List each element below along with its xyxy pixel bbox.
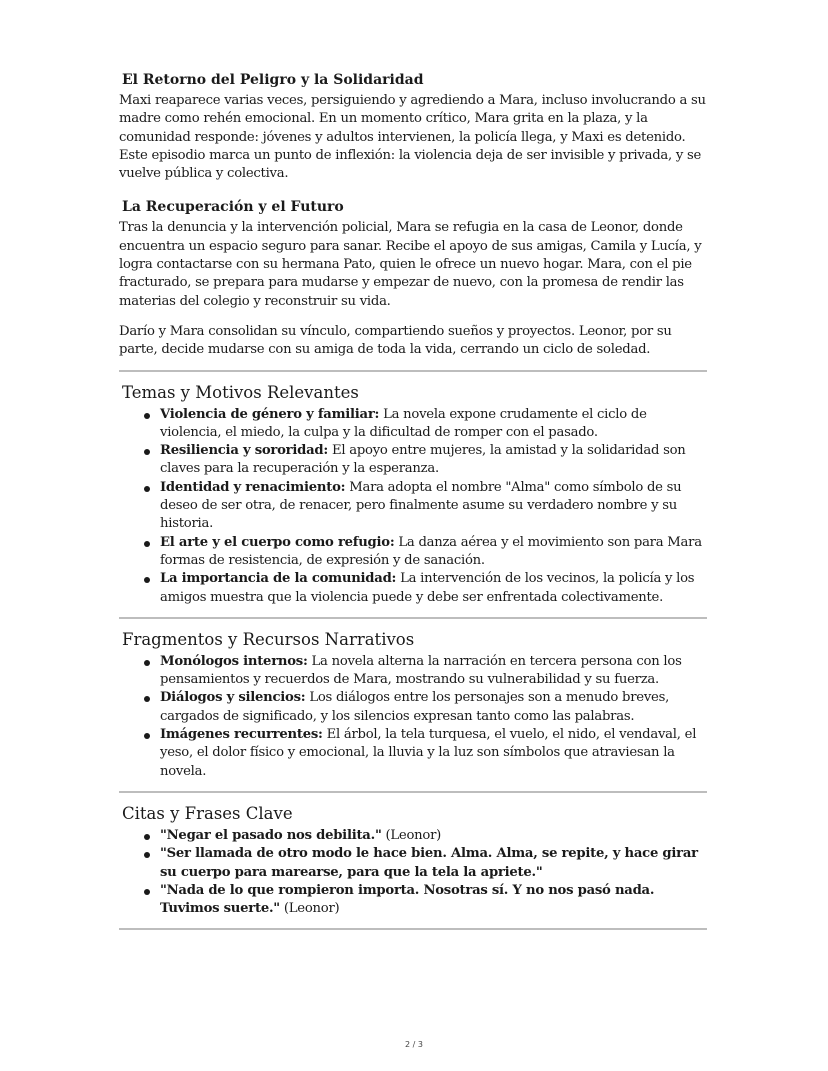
list-item-text: La intervención de los vecinos, la policía y los amigos muestra que la violencia puede y debe ser enfrentada colectivamente. xyxy=(160,571,695,605)
list-item-label: Identidad y renacimiento: xyxy=(160,479,346,495)
bullet-icon xyxy=(144,660,150,666)
list-item-text: La danza aérea y el movimiento son para Mara formas de resistencia, de expresión y de sanación. xyxy=(160,534,702,568)
bullet-icon xyxy=(144,541,150,547)
divider xyxy=(119,791,707,793)
section-paragraph-recuperacion-2: Darío y Mara consolidan su vínculo, compartiendo sueños y proyectos. Leonor, por su parte, decide mudarse con su amiga de toda la vida, cerrando un ciclo de soledad. xyxy=(119,323,672,358)
divider xyxy=(119,617,707,619)
list-item xyxy=(160,845,709,882)
list-item xyxy=(160,442,709,479)
list-item-label: La importancia de la comunidad: xyxy=(160,571,397,587)
citas-list xyxy=(119,827,709,918)
bullet-icon xyxy=(144,834,150,840)
section-heading-citas: Citas y Frases Clave xyxy=(122,803,293,823)
list-item-label: Resiliencia y sororidad: xyxy=(160,443,328,459)
list-item xyxy=(160,689,709,726)
list-item xyxy=(160,570,709,607)
list-item xyxy=(160,534,709,571)
quote-text: "Negar el pasado nos debilita." xyxy=(160,827,382,843)
page-number: 2 / 3 xyxy=(405,1040,423,1049)
quote-attribution: (Leonor) xyxy=(381,827,442,843)
section-heading-peligro: El Retorno del Peligro y la Solidaridad xyxy=(122,72,424,88)
section-heading-temas: Temas y Motivos Relevantes xyxy=(122,382,359,402)
section-heading-recuperacion: La Recuperación y el Futuro xyxy=(122,199,344,216)
list-item xyxy=(160,882,709,919)
quote-attribution: (Leonor) xyxy=(279,901,340,917)
temas-list xyxy=(119,406,709,607)
list-item-text: La novela alterna la narración en tercera persona con los pensamientos y recuerdos de Mara, mostrando su vulnerabilidad y su fuerza. xyxy=(160,653,682,688)
section-heading-fragmentos: Fragmentos y Recursos Narrativos xyxy=(122,629,415,649)
section-paragraph-peligro: Maxi reaparece varias veces, persiguiendo y agrediendo a Mara, incluso involucrando a su madre como rehén emocional. En un momento crítico, Mara grita en la plaza, y la comunidad responde: jóvenes y adultos intervienen, la policía llega, y Maxi es detenido. Este episodio marca un punto de inflexión: la violencia deja de ser invisible y privada, y se vuelve pública y colectiva. xyxy=(119,93,706,182)
bullet-icon xyxy=(144,889,150,895)
list-item-label: Diálogos y silencios: xyxy=(160,690,306,706)
list-item-label: Imágenes recurrentes: xyxy=(160,727,323,743)
list-item xyxy=(160,726,709,781)
bullet-icon xyxy=(144,577,150,583)
list-item-text: El árbol, la tela turquesa, el vuelo, el nido, el vendaval, el yeso, el dolor físico y emocional, la lluvia y la luz son símbolos que atraviesan la novela. xyxy=(160,727,697,779)
bullet-icon xyxy=(144,852,150,858)
list-item xyxy=(160,653,709,690)
quote-text: "Ser llamada de otro modo le hace bien. Alma. Alma, se repite, y hace girar su cuerpo para marearse, para que la tela la apriete." xyxy=(160,846,698,880)
divider xyxy=(119,928,707,930)
bullet-icon xyxy=(144,486,150,492)
list-item xyxy=(160,479,709,534)
list-item-label: Violencia de género y familiar: xyxy=(160,406,380,422)
bullet-icon xyxy=(144,733,150,739)
section-paragraph-recuperacion-1: Tras la denuncia y la intervención policial, Mara se refugia en la casa de Leonor, donde encuentra un espacio seguro para sanar. Recibe el apoyo de sus amigas, Camila y Lucía, y logra contactarse con su hermana Pato, quien le ofrece un nuevo hogar. Mara, con el pie fracturado, se prepara para mudarse y empezar de nuevo, con la promesa de rendir las materias del colegio y reconstruir su vida. xyxy=(119,220,702,309)
divider xyxy=(119,370,707,372)
list-item-label: Monólogos internos: xyxy=(160,653,308,669)
bullet-icon xyxy=(144,413,150,419)
list-item xyxy=(160,827,709,845)
list-item-text: La novela expone crudamente el ciclo de violencia, el miedo, la culpa y la dificultad de romper con el pasado. xyxy=(160,406,647,440)
bullet-icon xyxy=(144,696,150,702)
list-item-label: El arte y el cuerpo como refugio: xyxy=(160,534,395,550)
bullet-icon xyxy=(144,449,150,455)
list-item-text: Mara adopta el nombre "Alma" como símbolo de su deseo de ser otra, de renacer, pero finalmente asume su verdadero nombre y su historia. xyxy=(160,479,682,532)
quote-text: "Nada de lo que rompieron importa. Nosotras sí. Y no nos pasó nada. Tuvimos suerte." xyxy=(160,882,655,917)
fragmentos-list xyxy=(119,653,709,781)
list-item-text: Los diálogos entre los personajes son a menudo breves, cargados de significado, y los silencios expresan tanto como las palabras. xyxy=(160,690,670,724)
document-page xyxy=(119,70,709,940)
list-item-text: El apoyo entre mujeres, la amistad y la solidaridad son claves para la recuperación y la esperanza. xyxy=(160,443,686,477)
list-item xyxy=(160,406,709,443)
